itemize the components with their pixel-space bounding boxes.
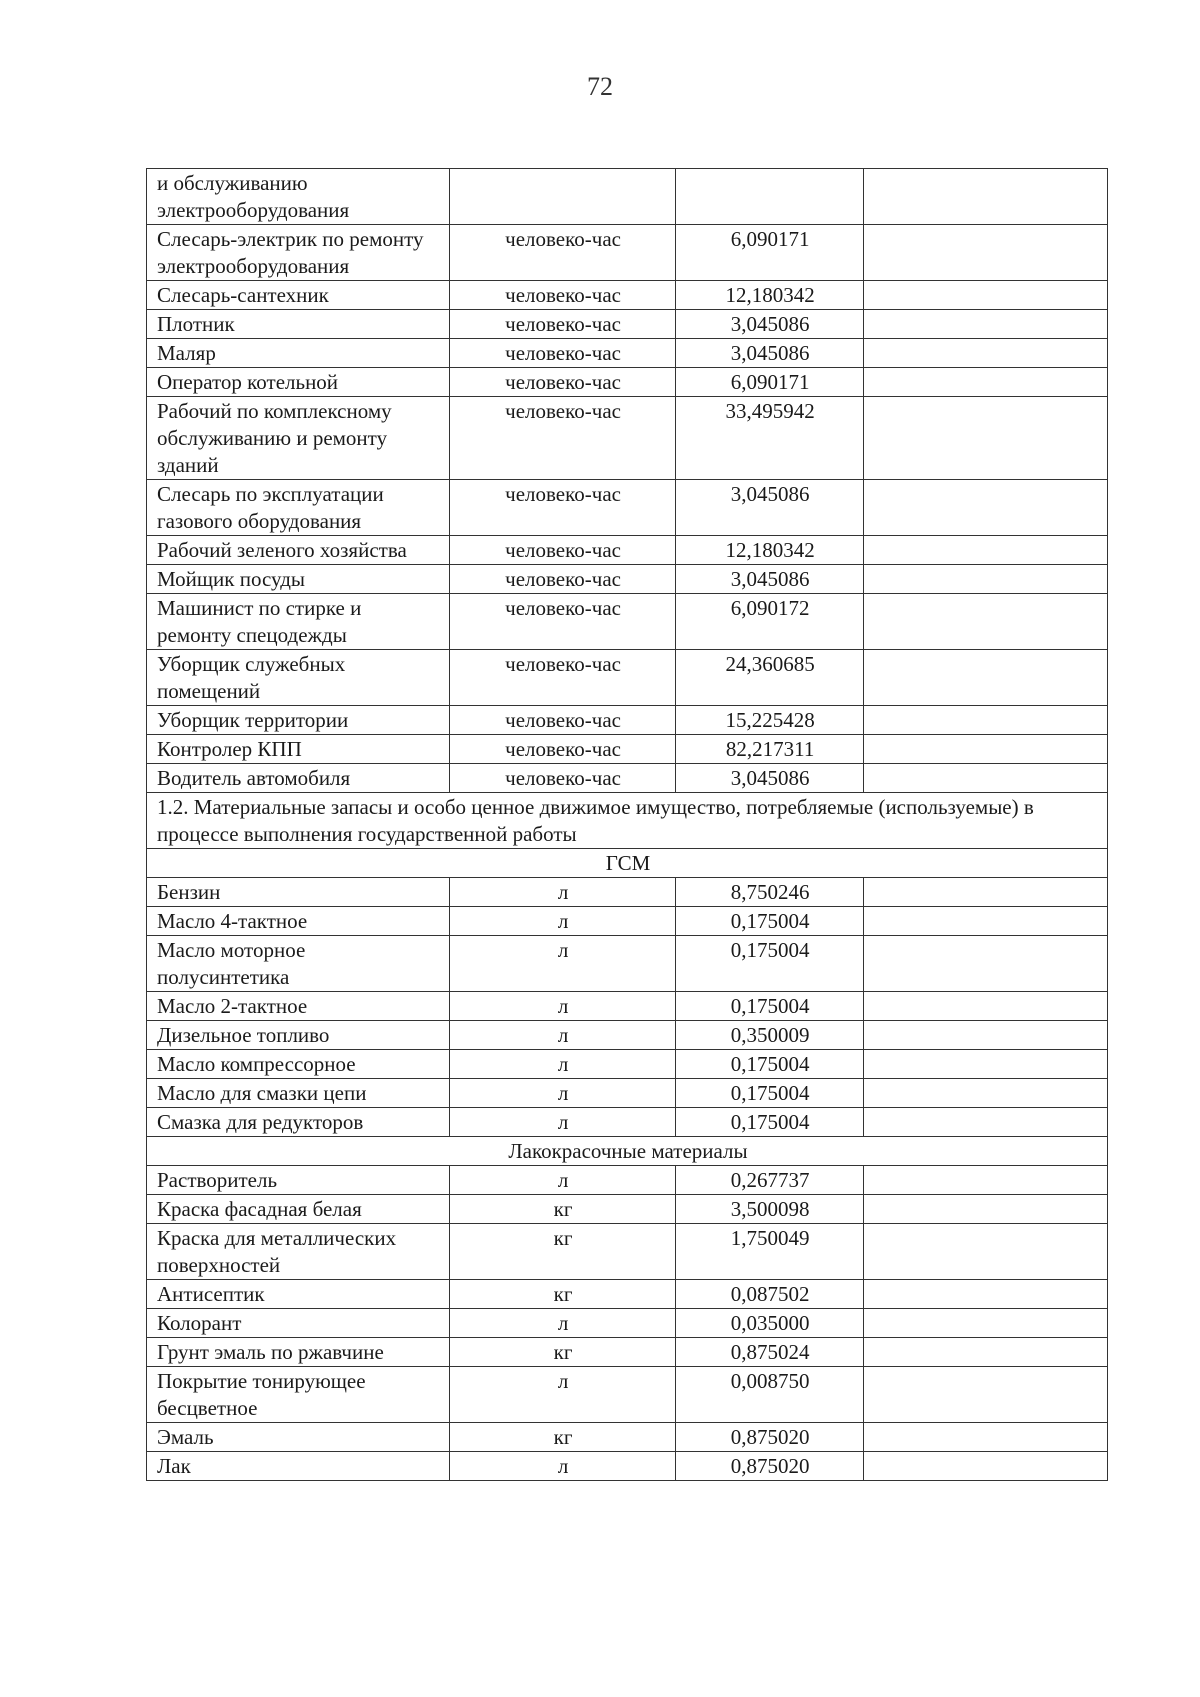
item-name-cell: Антисептик [147,1280,450,1309]
section-heading-row [147,793,1108,849]
empty-cell [863,650,1107,706]
empty-cell [863,1166,1107,1195]
table-row [147,169,1108,225]
quantity-cell: 1,750049 [675,1224,863,1280]
item-name-cell: Масло для смазки цепи [147,1079,450,1108]
empty-cell [863,1452,1107,1481]
empty-cell [863,1309,1107,1338]
item-name-cell: Бензин [147,878,450,907]
table-row [147,1021,1108,1050]
item-name-cell: Масло 4-тактное [147,907,450,936]
empty-cell [863,1108,1107,1137]
quantity-cell: 0,035000 [675,1309,863,1338]
table-row [147,936,1108,992]
table-row [147,878,1108,907]
unit-cell: л [449,992,675,1021]
quantity-cell: 3,045086 [675,480,863,536]
group-heading-row [147,849,1108,878]
empty-cell [863,764,1107,793]
unit-cell: человеко-час [449,594,675,650]
unit-cell [449,169,675,225]
quantity-cell: 0,875020 [675,1423,863,1452]
empty-cell [863,310,1107,339]
item-name-cell: Масло компрессорное [147,1050,450,1079]
quantity-cell: 6,090171 [675,368,863,397]
table-row [147,992,1108,1021]
item-name-cell: Водитель автомобиля [147,764,450,793]
item-name-cell: Слесарь-электрик по ремонту электрооборудования [147,225,450,281]
item-name-cell: Смазка для редукторов [147,1108,450,1137]
empty-cell [863,225,1107,281]
empty-cell [863,1224,1107,1280]
item-name-cell: Слесарь по эксплуатации газового оборудования [147,480,450,536]
item-name-cell: Эмаль [147,1423,450,1452]
table-row [147,397,1108,480]
empty-cell [863,169,1107,225]
quantity-cell: 0,175004 [675,992,863,1021]
unit-cell: л [449,1021,675,1050]
empty-cell [863,1050,1107,1079]
unit-cell: л [449,907,675,936]
table-row [147,1079,1108,1108]
quantity-cell: 0,008750 [675,1367,863,1423]
table-row [147,764,1108,793]
unit-cell: человеко-час [449,339,675,368]
quantity-cell: 6,090172 [675,594,863,650]
empty-cell [863,1280,1107,1309]
quantity-cell: 3,045086 [675,310,863,339]
empty-cell [863,368,1107,397]
item-name-cell: Уборщик служебных помещений [147,650,450,706]
group-heading: ГСМ [147,849,1108,878]
unit-cell: л [449,1367,675,1423]
table-row [147,735,1108,764]
empty-cell [863,878,1107,907]
unit-cell: кг [449,1338,675,1367]
empty-cell [863,281,1107,310]
unit-cell: л [449,1050,675,1079]
table-row [147,225,1108,281]
item-name-cell: Краска для металлических поверхностей [147,1224,450,1280]
table-row [147,1309,1108,1338]
item-name-cell: Рабочий по комплексному обслуживанию и ремонту зданий [147,397,450,480]
unit-cell: человеко-час [449,310,675,339]
quantity-cell: 0,875024 [675,1338,863,1367]
quantity-cell: 15,225428 [675,706,863,735]
unit-cell: человеко-час [449,706,675,735]
table-row [147,650,1108,706]
quantity-cell: 8,750246 [675,878,863,907]
table-row [147,1452,1108,1481]
item-name-cell: Грунт эмаль по ржавчине [147,1338,450,1367]
table-row [147,907,1108,936]
empty-cell [863,536,1107,565]
table-row [147,1108,1108,1137]
table-row [147,480,1108,536]
unit-cell: человеко-час [449,368,675,397]
empty-cell [863,907,1107,936]
empty-cell [863,992,1107,1021]
table-row [147,1166,1108,1195]
unit-cell: человеко-час [449,225,675,281]
quantity-cell: 3,045086 [675,565,863,594]
unit-cell: кг [449,1195,675,1224]
group-heading: Лакокрасочные материалы [147,1137,1108,1166]
unit-cell: человеко-час [449,650,675,706]
unit-cell: человеко-час [449,536,675,565]
item-name-cell: Покрытие тонирующее бесцветное [147,1367,450,1423]
section-heading: 1.2. Материальные запасы и особо ценное движимое имущество, потребляемые (используемые) в процессе выполнения государственной работы [147,793,1108,849]
unit-cell: л [449,1309,675,1338]
quantity-cell: 0,175004 [675,907,863,936]
unit-cell: л [449,1452,675,1481]
item-name-cell: и обслуживанию электрооборудования [147,169,450,225]
item-name-cell: Слесарь-сантехник [147,281,450,310]
item-name-cell: Растворитель [147,1166,450,1195]
table-row [147,1195,1108,1224]
empty-cell [863,1423,1107,1452]
quantity-cell [675,169,863,225]
table-row [147,1280,1108,1309]
unit-cell: человеко-час [449,565,675,594]
table-row [147,536,1108,565]
unit-cell: л [449,878,675,907]
item-name-cell: Рабочий зеленого хозяйства [147,536,450,565]
unit-cell: кг [449,1423,675,1452]
quantity-cell: 12,180342 [675,281,863,310]
item-name-cell: Машинист по стирке и ремонту спецодежды [147,594,450,650]
item-name-cell: Контролер КПП [147,735,450,764]
quantity-cell: 0,350009 [675,1021,863,1050]
page-number: 72 [587,72,613,101]
table-row [147,565,1108,594]
quantity-cell: 82,217311 [675,735,863,764]
quantity-cell: 0,087502 [675,1280,863,1309]
item-name-cell: Плотник [147,310,450,339]
table-row [147,706,1108,735]
unit-cell: кг [449,1224,675,1280]
empty-cell [863,1338,1107,1367]
unit-cell: человеко-час [449,281,675,310]
group-heading-row [147,1137,1108,1166]
quantity-cell: 3,500098 [675,1195,863,1224]
item-name-cell: Маляр [147,339,450,368]
empty-cell [863,594,1107,650]
empty-cell [863,1367,1107,1423]
item-name-cell: Дизельное топливо [147,1021,450,1050]
item-name-cell: Мойщик посуды [147,565,450,594]
table-row [147,1367,1108,1423]
quantity-cell: 6,090171 [675,225,863,281]
item-name-cell: Краска фасадная белая [147,1195,450,1224]
empty-cell [863,1079,1107,1108]
resource-table [146,168,1108,1481]
table-row [147,1050,1108,1079]
table-row [147,368,1108,397]
unit-cell: человеко-час [449,735,675,764]
table-row [147,1423,1108,1452]
table-row [147,339,1108,368]
quantity-cell: 0,175004 [675,1079,863,1108]
item-name-cell: Масло 2-тактное [147,992,450,1021]
quantity-cell: 12,180342 [675,536,863,565]
unit-cell: л [449,1166,675,1195]
item-name-cell: Масло моторное полусинтетика [147,936,450,992]
table-row [147,1338,1108,1367]
empty-cell [863,339,1107,368]
quantity-cell: 33,495942 [675,397,863,480]
quantity-cell: 0,175004 [675,1050,863,1079]
item-name-cell: Лак [147,1452,450,1481]
resource-table-body [147,169,1108,1481]
table-row [147,281,1108,310]
unit-cell: л [449,1079,675,1108]
quantity-cell: 3,045086 [675,764,863,793]
quantity-cell: 0,875020 [675,1452,863,1481]
item-name-cell: Уборщик территории [147,706,450,735]
empty-cell [863,936,1107,992]
item-name-cell: Оператор котельной [147,368,450,397]
unit-cell: человеко-час [449,397,675,480]
item-name-cell: Колорант [147,1309,450,1338]
empty-cell [863,480,1107,536]
empty-cell [863,735,1107,764]
unit-cell: л [449,936,675,992]
quantity-cell: 0,175004 [675,936,863,992]
empty-cell [863,565,1107,594]
empty-cell [863,1195,1107,1224]
unit-cell: человеко-час [449,764,675,793]
empty-cell [863,397,1107,480]
unit-cell: л [449,1108,675,1137]
quantity-cell: 3,045086 [675,339,863,368]
empty-cell [863,706,1107,735]
quantity-cell: 24,360685 [675,650,863,706]
quantity-cell: 0,267737 [675,1166,863,1195]
table-row [147,1224,1108,1280]
table-row [147,310,1108,339]
unit-cell: кг [449,1280,675,1309]
unit-cell: человеко-час [449,480,675,536]
table-row [147,594,1108,650]
quantity-cell: 0,175004 [675,1108,863,1137]
empty-cell [863,1021,1107,1050]
